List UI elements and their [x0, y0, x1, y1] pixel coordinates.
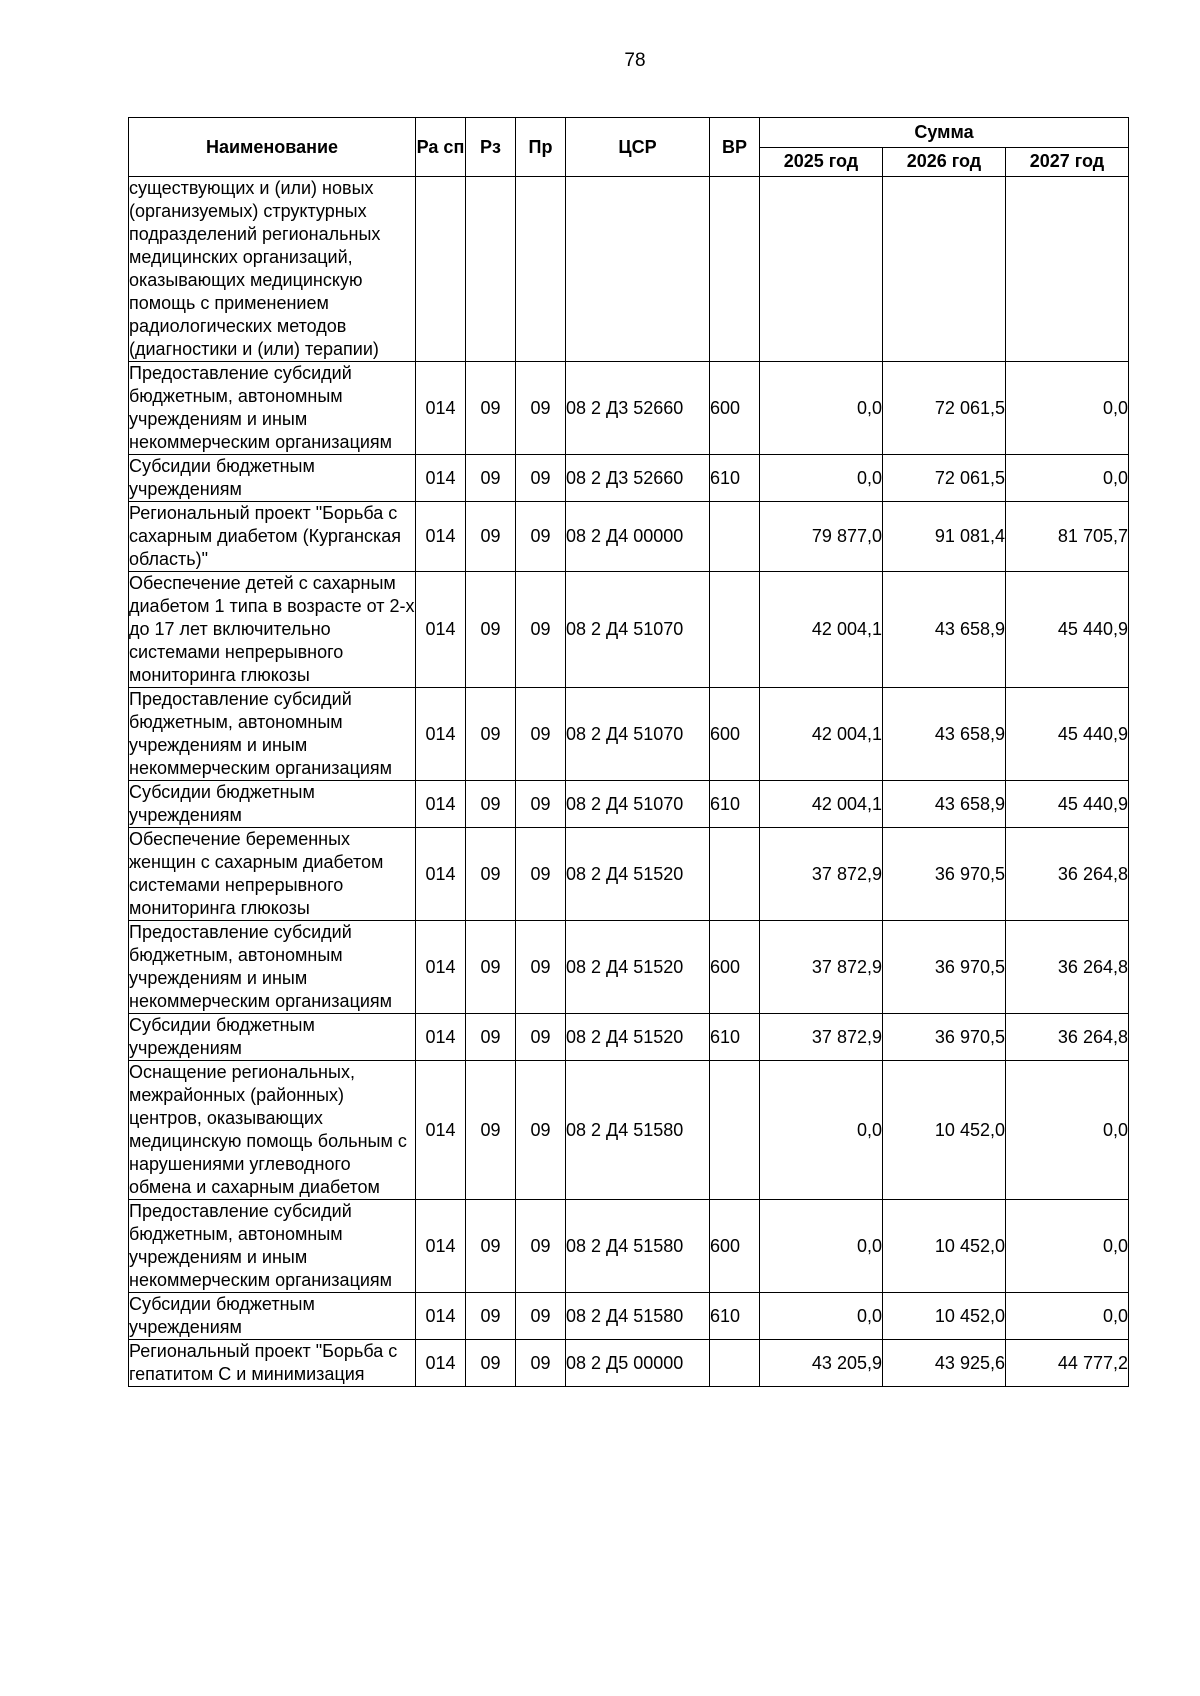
cell-name: Предоставление субсидий бюджетным, автономным учреждениям и иным некоммерческим организациям [129, 688, 416, 781]
cell-2025: 0,0 [760, 1200, 883, 1293]
cell-2026: 10 452,0 [883, 1293, 1006, 1340]
cell-2025: 37 872,9 [760, 828, 883, 921]
table-row [129, 781, 1129, 828]
cell-name: Предоставление субсидий бюджетным, автономным учреждениям и иным некоммерческим организациям [129, 362, 416, 455]
cell-vr: 610 [710, 1014, 760, 1061]
cell-rasp: 014 [416, 1340, 466, 1387]
cell-vr: 600 [710, 921, 760, 1014]
header-summa: Сумма [760, 118, 1129, 148]
cell-2026: 91 081,4 [883, 502, 1006, 572]
cell-name: Региональный проект "Борьба с сахарным диабетом (Курганская область)" [129, 502, 416, 572]
cell-name: Субсидии бюджетным учреждениям [129, 1014, 416, 1061]
header-csr: ЦСР [566, 118, 710, 177]
cell-rasp: 014 [416, 1200, 466, 1293]
cell-2027: 36 264,8 [1006, 828, 1129, 921]
cell-name: Субсидии бюджетным учреждениям [129, 455, 416, 502]
cell-csr: 08 2 Д4 51580 [566, 1200, 710, 1293]
cell-rz [466, 177, 516, 362]
cell-pr: 09 [516, 921, 566, 1014]
cell-csr: 08 2 Д4 51520 [566, 921, 710, 1014]
cell-csr: 08 2 Д3 52660 [566, 362, 710, 455]
cell-vr: 600 [710, 1200, 760, 1293]
cell-2025 [760, 177, 883, 362]
cell-2026: 36 970,5 [883, 828, 1006, 921]
cell-2026: 72 061,5 [883, 362, 1006, 455]
cell-rz: 09 [466, 1014, 516, 1061]
cell-rasp: 014 [416, 828, 466, 921]
cell-2026: 36 970,5 [883, 1014, 1006, 1061]
cell-vr: 610 [710, 455, 760, 502]
cell-2026: 36 970,5 [883, 921, 1006, 1014]
cell-rz: 09 [466, 1293, 516, 1340]
cell-rz: 09 [466, 1061, 516, 1200]
table-row [129, 1061, 1129, 1200]
cell-2025: 79 877,0 [760, 502, 883, 572]
cell-csr: 08 2 Д4 00000 [566, 502, 710, 572]
cell-rasp: 014 [416, 1061, 466, 1200]
cell-csr [566, 177, 710, 362]
cell-name: Региональный проект "Борьба с гепатитом С и минимизация [129, 1340, 416, 1387]
cell-2025: 42 004,1 [760, 688, 883, 781]
cell-csr: 08 2 Д4 51520 [566, 1014, 710, 1061]
header-year-2025: 2025 год [760, 147, 883, 177]
cell-2027: 45 440,9 [1006, 781, 1129, 828]
header-rasp: Ра сп [416, 118, 466, 177]
cell-name: Субсидии бюджетным учреждениям [129, 1293, 416, 1340]
cell-2027 [1006, 177, 1129, 362]
header-name: Наименование [129, 118, 416, 177]
cell-pr: 09 [516, 1014, 566, 1061]
cell-csr: 08 2 Д4 51070 [566, 688, 710, 781]
cell-2026: 10 452,0 [883, 1061, 1006, 1200]
cell-rasp: 014 [416, 455, 466, 502]
cell-rasp: 014 [416, 781, 466, 828]
cell-name: Субсидии бюджетным учреждениям [129, 781, 416, 828]
cell-rz: 09 [466, 688, 516, 781]
cell-vr [710, 1061, 760, 1200]
cell-rasp [416, 177, 466, 362]
cell-name: Предоставление субсидий бюджетным, автономным учреждениям и иным некоммерческим организациям [129, 1200, 416, 1293]
cell-name: Обеспечение детей с сахарным диабетом 1 типа в возрасте от 2-х до 17 лет включительно системами непрерывного мониторинга глюкозы [129, 572, 416, 688]
cell-csr: 08 2 Д5 00000 [566, 1340, 710, 1387]
cell-pr [516, 177, 566, 362]
cell-csr: 08 2 Д4 51070 [566, 572, 710, 688]
cell-2025: 42 004,1 [760, 572, 883, 688]
cell-2026 [883, 177, 1006, 362]
cell-2026: 43 658,9 [883, 572, 1006, 688]
cell-2027: 0,0 [1006, 362, 1129, 455]
cell-2026: 72 061,5 [883, 455, 1006, 502]
cell-pr: 09 [516, 502, 566, 572]
cell-rz: 09 [466, 828, 516, 921]
cell-rz: 09 [466, 921, 516, 1014]
cell-pr: 09 [516, 1200, 566, 1293]
cell-2027: 45 440,9 [1006, 688, 1129, 781]
cell-2025: 42 004,1 [760, 781, 883, 828]
cell-rasp: 014 [416, 362, 466, 455]
cell-pr: 09 [516, 1340, 566, 1387]
cell-vr [710, 177, 760, 362]
cell-csr: 08 2 Д4 51580 [566, 1293, 710, 1340]
cell-rasp: 014 [416, 502, 466, 572]
table-row [129, 455, 1129, 502]
cell-vr: 610 [710, 1293, 760, 1340]
table-row [129, 1014, 1129, 1061]
cell-rasp: 014 [416, 1014, 466, 1061]
cell-2027: 0,0 [1006, 1061, 1129, 1200]
cell-name: Оснащение региональных, межрайонных (районных) центров, оказывающих медицинскую помощь больным с нарушениями углеводного обмена и сахарным диабетом [129, 1061, 416, 1200]
cell-2026: 43 658,9 [883, 781, 1006, 828]
table-row [129, 572, 1129, 688]
table-row [129, 502, 1129, 572]
cell-pr: 09 [516, 781, 566, 828]
cell-vr: 610 [710, 781, 760, 828]
cell-2026: 43 658,9 [883, 688, 1006, 781]
table-row [129, 688, 1129, 781]
cell-vr: 600 [710, 362, 760, 455]
cell-2025: 0,0 [760, 455, 883, 502]
cell-rasp: 014 [416, 921, 466, 1014]
cell-vr [710, 1340, 760, 1387]
cell-pr: 09 [516, 1061, 566, 1200]
cell-vr [710, 502, 760, 572]
cell-rasp: 014 [416, 1293, 466, 1340]
cell-2025: 0,0 [760, 362, 883, 455]
table-row [129, 177, 1129, 362]
cell-vr [710, 572, 760, 688]
cell-2025: 37 872,9 [760, 1014, 883, 1061]
cell-2025: 37 872,9 [760, 921, 883, 1014]
cell-name: Предоставление субсидий бюджетным, автономным учреждениям и иным некоммерческим организациям [129, 921, 416, 1014]
cell-csr: 08 2 Д3 52660 [566, 455, 710, 502]
cell-pr: 09 [516, 688, 566, 781]
cell-2027: 0,0 [1006, 455, 1129, 502]
table-body [129, 177, 1129, 1387]
header-year-2027: 2027 год [1006, 147, 1129, 177]
table-row [129, 1293, 1129, 1340]
header-year-2026: 2026 год [883, 147, 1006, 177]
cell-2025: 0,0 [760, 1061, 883, 1200]
budget-table [128, 117, 1129, 1387]
cell-2027: 0,0 [1006, 1293, 1129, 1340]
cell-name: Обеспечение беременных женщин с сахарным диабетом системами непрерывного мониторинга глюкозы [129, 828, 416, 921]
cell-pr: 09 [516, 455, 566, 502]
cell-2027: 45 440,9 [1006, 572, 1129, 688]
cell-vr: 600 [710, 688, 760, 781]
page-number: 78 [624, 50, 646, 71]
cell-pr: 09 [516, 1293, 566, 1340]
cell-rz: 09 [466, 1340, 516, 1387]
cell-2026: 43 925,6 [883, 1340, 1006, 1387]
cell-2027: 36 264,8 [1006, 921, 1129, 1014]
cell-2025: 43 205,9 [760, 1340, 883, 1387]
cell-pr: 09 [516, 572, 566, 688]
cell-2025: 0,0 [760, 1293, 883, 1340]
cell-csr: 08 2 Д4 51580 [566, 1061, 710, 1200]
cell-rz: 09 [466, 572, 516, 688]
cell-rz: 09 [466, 781, 516, 828]
cell-rasp: 014 [416, 572, 466, 688]
cell-2027: 0,0 [1006, 1200, 1129, 1293]
cell-csr: 08 2 Д4 51070 [566, 781, 710, 828]
table-row [129, 828, 1129, 921]
cell-rz: 09 [466, 1200, 516, 1293]
table-row [129, 921, 1129, 1014]
cell-2027: 81 705,7 [1006, 502, 1129, 572]
cell-rasp: 014 [416, 688, 466, 781]
table-row [129, 1340, 1129, 1387]
header-pr: Пр [516, 118, 566, 177]
cell-rz: 09 [466, 502, 516, 572]
header-rz: Рз [466, 118, 516, 177]
cell-rz: 09 [466, 362, 516, 455]
cell-2027: 44 777,2 [1006, 1340, 1129, 1387]
cell-vr [710, 828, 760, 921]
cell-pr: 09 [516, 362, 566, 455]
cell-2027: 36 264,8 [1006, 1014, 1129, 1061]
cell-2026: 10 452,0 [883, 1200, 1006, 1293]
cell-csr: 08 2 Д4 51520 [566, 828, 710, 921]
cell-name: существующих и (или) новых (организуемых) структурных подразделений региональных медицинских организаций, оказывающих медицинскую помощь с применением радиологических методов (диагностики и (или) терапии) [129, 177, 416, 362]
cell-rz: 09 [466, 455, 516, 502]
header-vr: ВР [710, 118, 760, 177]
table-row [129, 362, 1129, 455]
table-row [129, 1200, 1129, 1293]
cell-pr: 09 [516, 828, 566, 921]
